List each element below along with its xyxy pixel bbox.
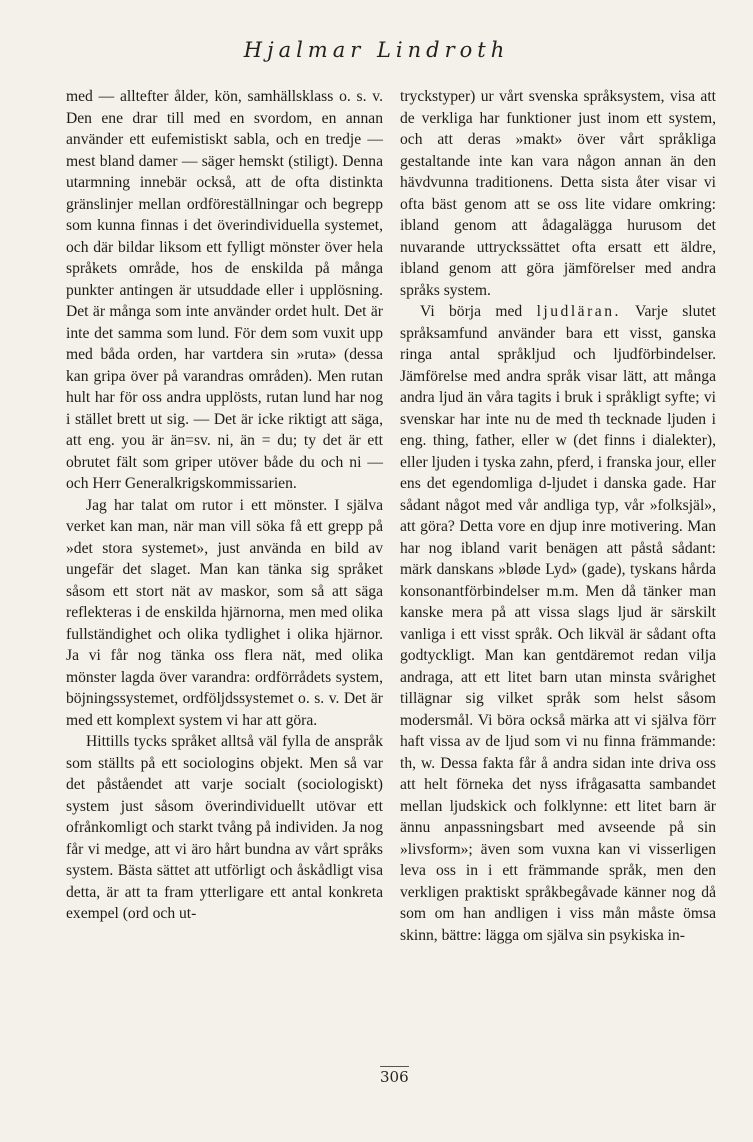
page-number: 306	[380, 1068, 409, 1086]
running-head: Hjalmar Lindroth	[243, 38, 510, 62]
section-term: ljudläran.	[536, 303, 621, 320]
right-column	[400, 86, 716, 946]
left-column	[66, 86, 383, 925]
paragraph-body: Varje slutet språksamfund använder bara ett visst, ganska ringa antal språkljud och ljudförbindelser. Jämförelse med andra språk visar lätt, att många andra ljud än våra tagits i bruk i språkligt syfte; vi svenskar har inte nu de med th tecknade ljuden i eng. thing, father, eller w (det finns i dialekter), eller ljuden i tyska zahn, pferd, i franska jour, eller ens det egendomliga d-ljudet i danska gade. Har sådant något med vår andliga typ, vår »folksjäl», att göra? Detta vore en djup inre motivering. Man har nog ibland varit benägen att påstå sådant: märk danskans »bløde Lyd» (gade), tyskans hårda konsonantförbindelser m.m. Men då tänker man kanske mera på att vissa slags ljud är särskilt vanliga i ett visst språk. Och likväl är sådant ofta godtyckligt. Man kan gentdäremot redan vilja andraga, att ett litet barn utan minsta svårighet tillägnar sig vilket språk som helst såsom modersmål. Vi böra också märka att vi själva förr haft vissa av de ljud som vi nu finna främmande: th, w. Dessa fakta får å andra sidan inte driva oss att helt förneka det nyss ifrågasatta sambandet mellan ljudskick och folklynne: ett litet barn är ännu anpassningsbart med avseende på sin »livsform»; även som vuxna kan vi visserligen leva oss in i ett främmande språk, men den verkligen praktiskt språkbegåvade känner nog då som om han andligen i viss mån måste ömsa skinn, bättre: lägga om själva sin psykiska in-	[400, 303, 716, 944]
paragraph: Hittills tycks språket alltså väl fylla de anspråk som ställts på ett sociologins objekt. Men så var det påståendet att varje socialt (sociologiskt) system just såsom överindividuellt utövar ett ofrånkomligt och starkt tvång på individen. Ja nog får vi medge, att vi äro hårt bundna av vårt språks system. Bästa sättet att utförligt och åskådligt visa detta, är att ta fram ytterligare ett antal konkreta exempel (ord och ut-	[66, 733, 383, 922]
paragraph-lead: Vi börja med	[420, 303, 523, 320]
paragraph	[400, 301, 716, 946]
paragraph: med — alltefter ålder, kön, samhällsklass o. s. v. Den ene drar till med en svordom, en annan använder ett eufemistiskt sabla, och en tredje — mest bland damer — säger hemskt (stiligt). Denna utarmning innebär också, att de ofta distinkta gränslinjer mellan ordföreställningar och begrepp som kunna finnas i det överindividuella systemet, och där bildar liksom ett fylligt mönster över hela språkets område, hos de enskilda på många punkter antingen är utsuddade eller i upplösning. Det är många som inte använder ordet hult. Det är inte det samma som lund. För dem som vuxit upp med båda orden, har vartdera sin »ruta» (dessa kan gripa över på varandras områden). Men rutan hult har för oss andra upplösts, rutan lund har nog i stället brett ut sig. — Det är icke riktigt att säga, att eng. you är än=sv. ni, än = du; ty det är ett obrutet fält som griper utöver både du och ni — och Herr Generalkrigskommissarien.	[66, 88, 383, 492]
paragraph: tryckstyper) ur vårt svenska språksystem, visa att de verkliga har funktioner just inom ett system, och att deras »makt» över vårt språkliga gestaltande inte kan vara någon annan än den hävdvunna traditionens. Detta sista åter visar vi ofta bäst genom att se oss lite vidare omkring: ibland genom att ådagalägga hurusom det nuvarande uttryckssättet ofta ersatt ett äldre, ibland genom att göra jämförelser med andra språks system.	[400, 88, 716, 299]
paragraph: Jag har talat om rutor i ett mönster. I själva verket kan man, när man vill söka få ett grepp på »det stora systemet», just använda en bild av ungefär det slaget. Man kan tänka sig språket såsom ett stort nät av maskor, som så att säga reflekteras i de enskilda hjärnorna, men med olika fullständighet och olika tydlighet i olika hjärnor. Ja vi får nog tänka oss flera nät, med olika mönster lagda över varandra: ordförrådets system, böjningssystemet, ordföljdssystemet o. s. v. Det är med ett komplext system vi har att göra.	[66, 496, 383, 729]
